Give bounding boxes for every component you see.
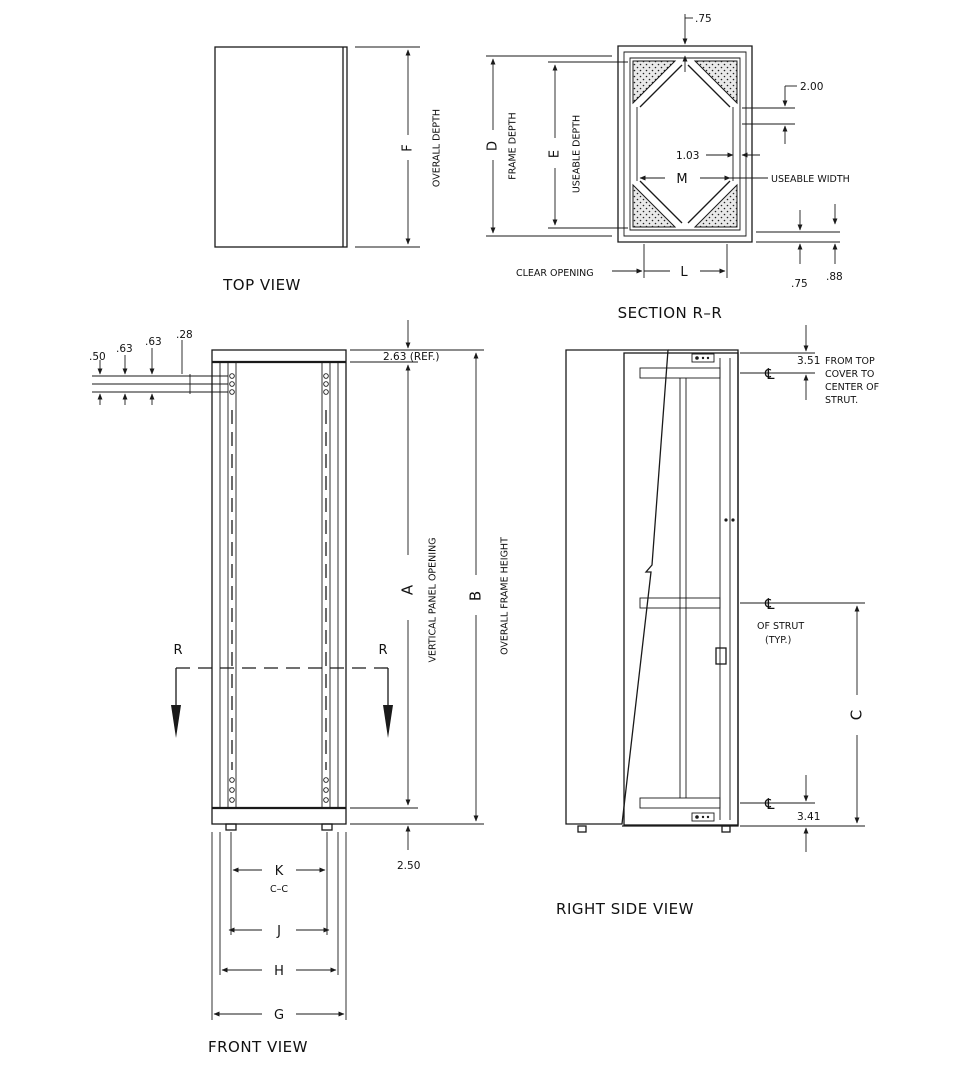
dim-250-label: 2.50 xyxy=(397,860,421,872)
corner-brace-tl xyxy=(633,61,675,103)
dim-075b-label: .75 xyxy=(791,278,808,290)
clear-opening-label: CLEAR OPENING xyxy=(516,268,594,279)
cl-mid-symbol: ℄ xyxy=(765,595,775,613)
side-foot-left xyxy=(578,826,586,832)
dim-b-desc: OVERALL FRAME HEIGHT xyxy=(499,537,511,655)
note-mid-1: OF STRUT xyxy=(757,621,805,632)
side-latch-icon xyxy=(716,648,726,664)
dim-e-label: E xyxy=(547,149,563,159)
top-view xyxy=(215,47,443,294)
dim-075-top-label: .75 xyxy=(695,13,712,25)
dim-d-label: D xyxy=(485,140,501,152)
note-top-4: STRUT. xyxy=(825,395,859,406)
dim-063a-label: .63 xyxy=(116,343,133,355)
dim-d-desc: FRAME DEPTH xyxy=(507,112,519,180)
foot-right xyxy=(322,824,332,830)
dim-028-label: .28 xyxy=(176,329,193,341)
corner-brace-tr xyxy=(695,61,737,103)
note-top-3: CENTER OF xyxy=(825,382,880,393)
dim-k-sub: C–C xyxy=(269,884,289,895)
corner-brace-bl xyxy=(633,185,675,227)
section-arrow-left xyxy=(171,705,181,738)
dim-j-label: J xyxy=(277,924,281,939)
strut-bottom xyxy=(640,798,720,808)
dim-h-label: H xyxy=(274,964,284,979)
side-frame xyxy=(624,353,738,825)
dim-a-desc: VERTICAL PANEL OPENING xyxy=(427,537,439,663)
dim-088-label: .88 xyxy=(826,271,843,283)
section-title: SECTION R–R xyxy=(617,304,723,322)
top-view-outline xyxy=(215,47,347,247)
section-r-r xyxy=(486,13,850,322)
dim-a-label: A xyxy=(398,584,417,596)
section-r-right-label: R xyxy=(378,643,388,658)
dim-f-label: F xyxy=(400,144,416,152)
corner-brace-br xyxy=(695,185,737,227)
dim-b-label: B xyxy=(466,590,485,602)
section-arrow-right xyxy=(383,705,393,738)
dim-341-label: 3.41 xyxy=(797,811,821,823)
useable-width-label: USEABLE WIDTH xyxy=(771,174,850,185)
dim-263-label: 2.63 (REF.) xyxy=(383,351,440,363)
cl-bottom-symbol: ℄ xyxy=(765,795,775,813)
note-top-2: COVER TO xyxy=(825,369,875,380)
note-mid-2: (TYP.) xyxy=(765,635,792,646)
side-panel-broken xyxy=(566,350,668,824)
dim-f-desc: OVERALL DEPTH xyxy=(431,108,443,188)
dim-103-label: 1.03 xyxy=(676,150,700,162)
dim-k-label: K xyxy=(274,864,284,879)
front-view-title: FRONT VIEW xyxy=(207,1038,309,1056)
front-view xyxy=(89,320,511,1056)
note-top-1: FROM TOP xyxy=(825,356,875,367)
dim-050-label: .50 xyxy=(89,351,106,363)
rack-holes xyxy=(230,374,329,803)
dim-351-label: 3.51 xyxy=(797,355,821,367)
dim-e-desc: USEABLE DEPTH xyxy=(571,114,583,194)
dim-063b-label: .63 xyxy=(145,336,162,348)
dim-c-label: C xyxy=(847,709,866,721)
side-foot-right xyxy=(722,826,730,832)
strut-top xyxy=(640,368,720,378)
dim-g-label: G xyxy=(273,1008,285,1023)
dim-200-label: 2.00 xyxy=(800,81,824,93)
foot-left xyxy=(226,824,236,830)
cl-top-symbol: ℄ xyxy=(765,365,775,383)
right-side-view xyxy=(556,325,879,918)
dim-l-label: L xyxy=(680,265,688,280)
top-view-title: TOP VIEW xyxy=(223,276,301,294)
right-side-view-title: RIGHT SIDE VIEW xyxy=(556,900,694,918)
section-r-left-label: R xyxy=(173,643,183,658)
dim-m-label: M xyxy=(676,172,688,187)
